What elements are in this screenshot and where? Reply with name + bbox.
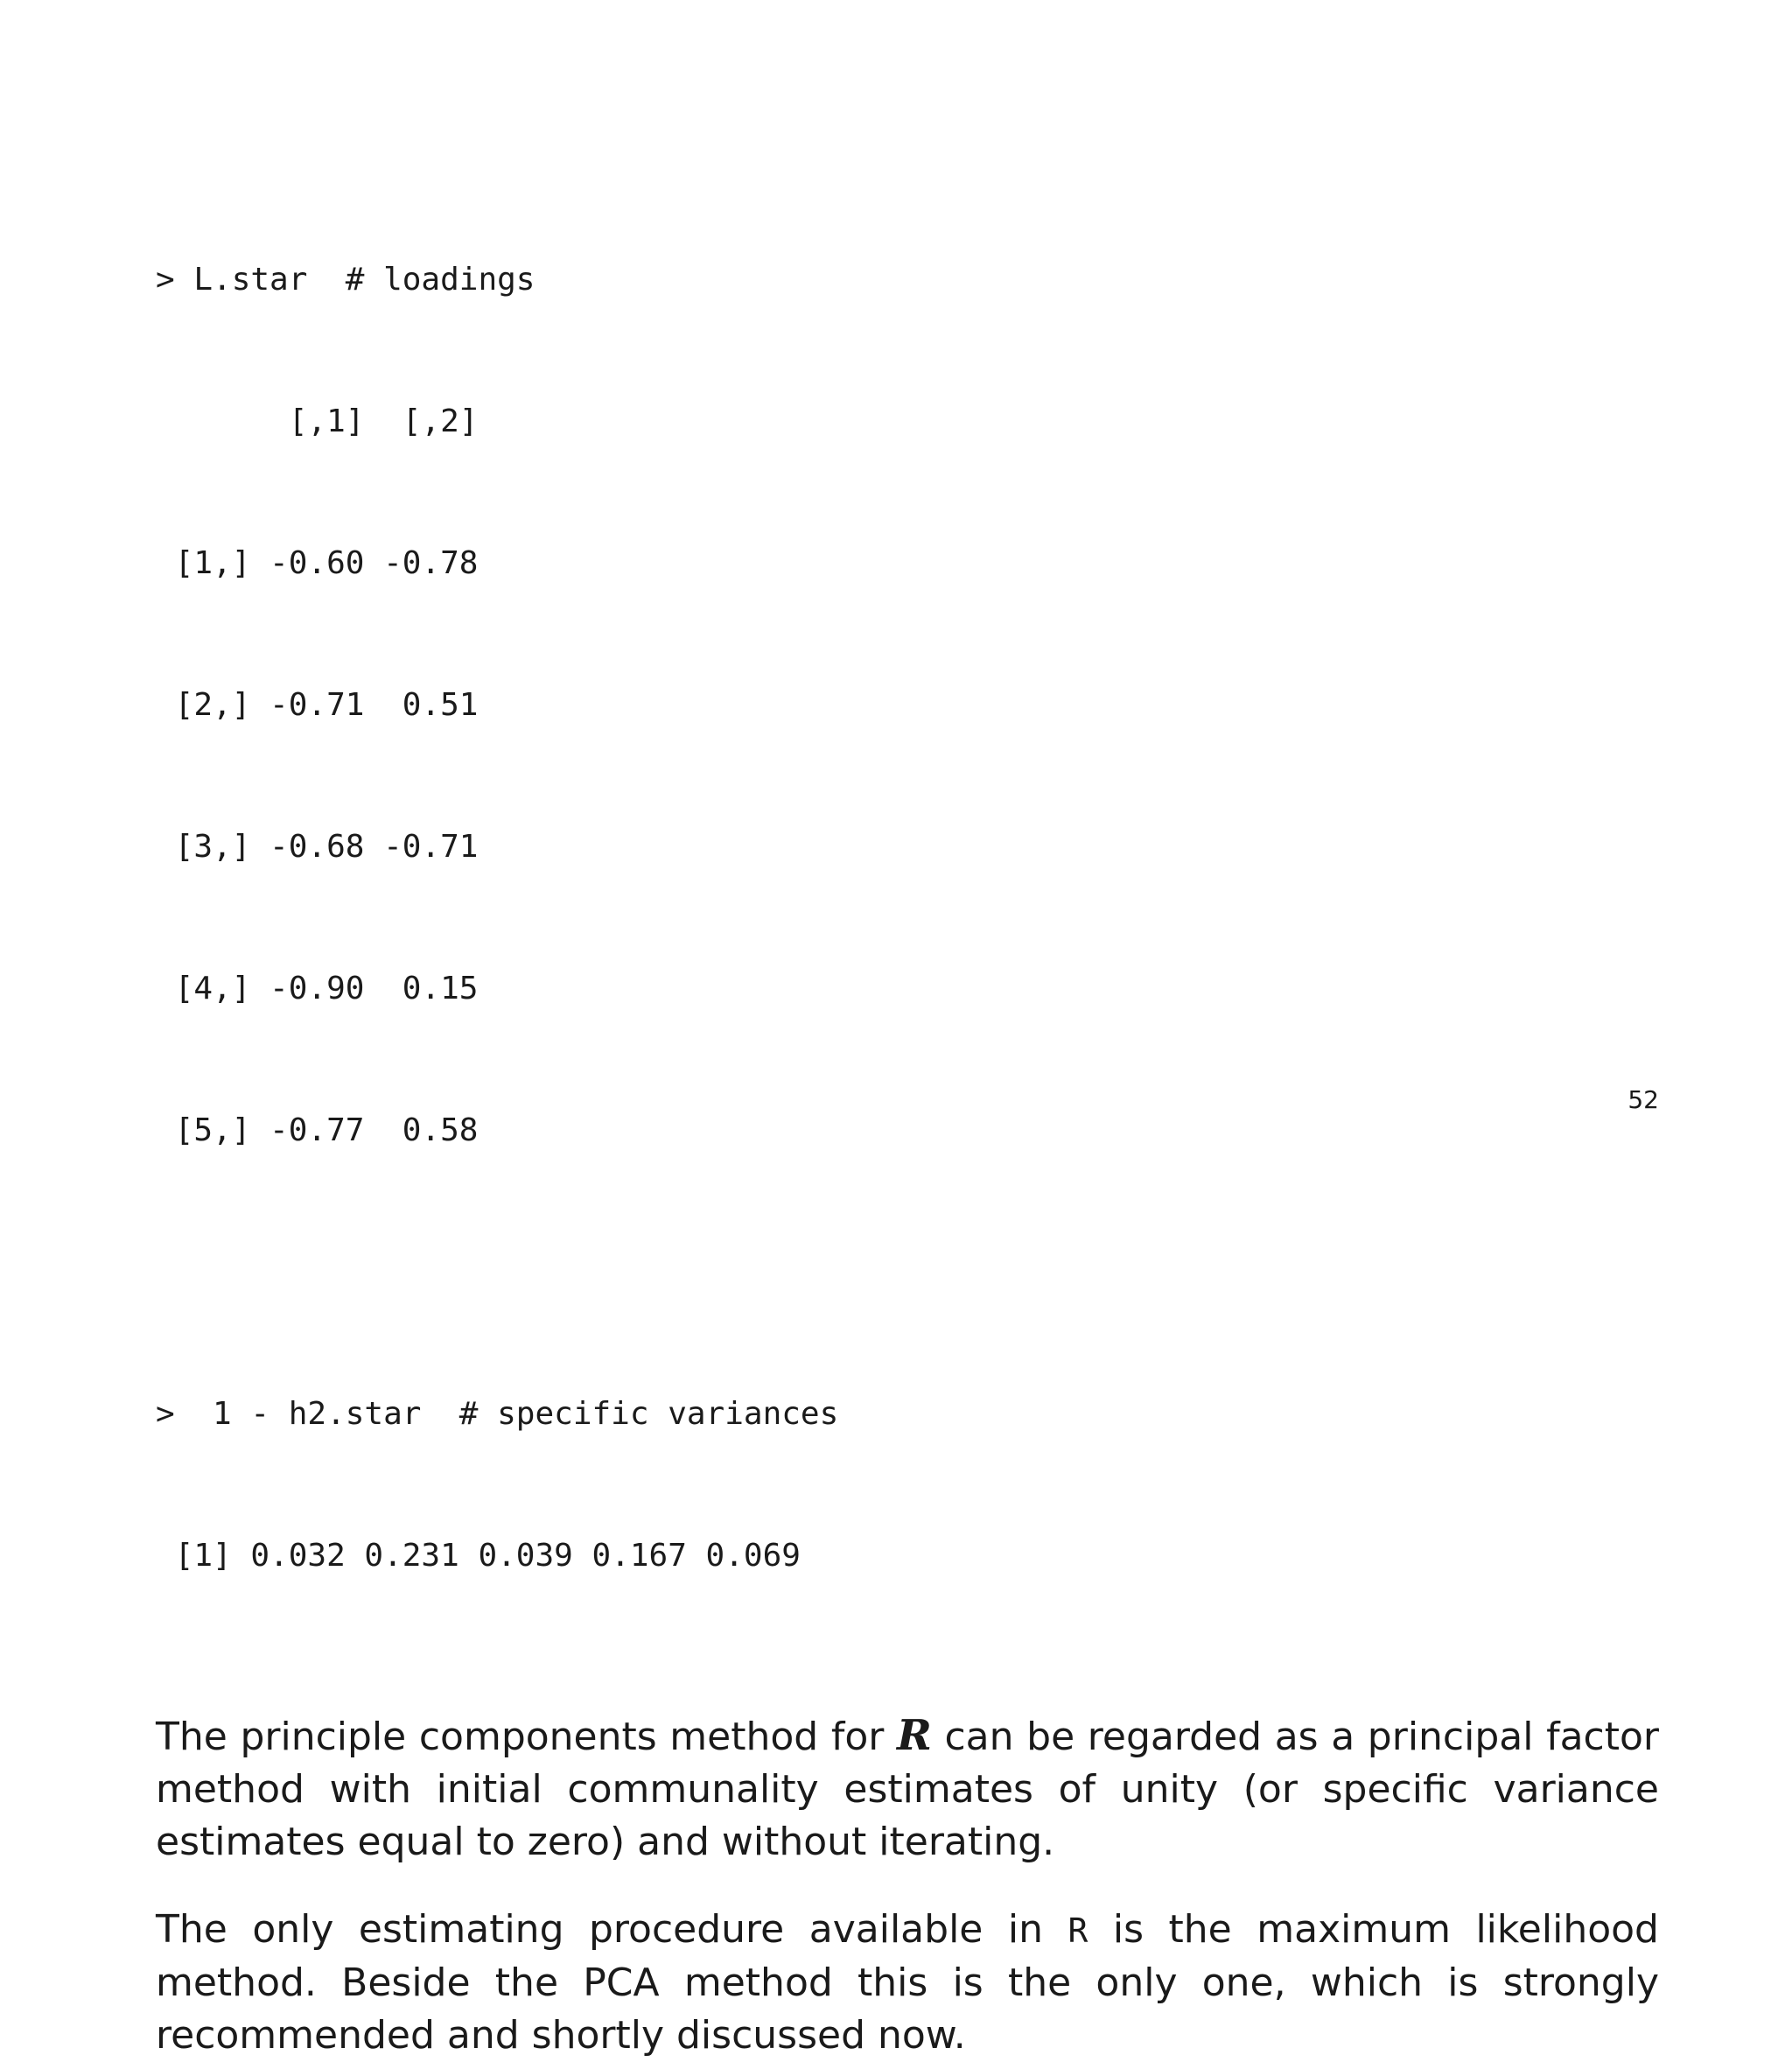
code-line: [3,] -0.68 -0.71 [156, 829, 479, 865]
code-block-specific-variances [156, 1296, 1659, 1674]
inline-code-r: R [1068, 1911, 1088, 1950]
paragraph-text: is the maximum likelihood method. Beside the PCA method this is the only one, which is strongly recommended and shortly discussed now. [156, 1907, 1659, 2058]
paragraph-text: can be regarded as a principal factor method with initial communality estimates of unity (or specific variance estimates equal to zero) and without iterating. [156, 1715, 1659, 1864]
slide-content [156, 162, 1659, 2062]
paragraph-text: The only estimating procedure available in [156, 1907, 1068, 1952]
page-number: 52 [1628, 1085, 1659, 1114]
code-line: > L.star # loadings [156, 262, 536, 298]
paragraph-principal-components [156, 1709, 1659, 1869]
code-line: [,1] [,2] [156, 403, 479, 439]
code-line: [1,] -0.60 -0.78 [156, 545, 479, 581]
matrix-symbol: R [896, 1711, 932, 1760]
code-line: > 1 - h2.star # specific variances [156, 1396, 839, 1432]
code-block-loadings [156, 162, 1659, 1249]
code-line: [1] 0.032 0.231 0.039 0.167 0.069 [156, 1538, 801, 1574]
code-line: [5,] -0.77 0.58 [156, 1112, 479, 1148]
spacer [156, 1249, 1659, 1296]
code-line: [2,] -0.71 0.51 [156, 687, 479, 723]
code-line: [4,] -0.90 0.15 [156, 971, 479, 1006]
paragraph-text: The principle components method for [156, 1715, 897, 1759]
paragraph-estimating-procedure [156, 1904, 1659, 2062]
